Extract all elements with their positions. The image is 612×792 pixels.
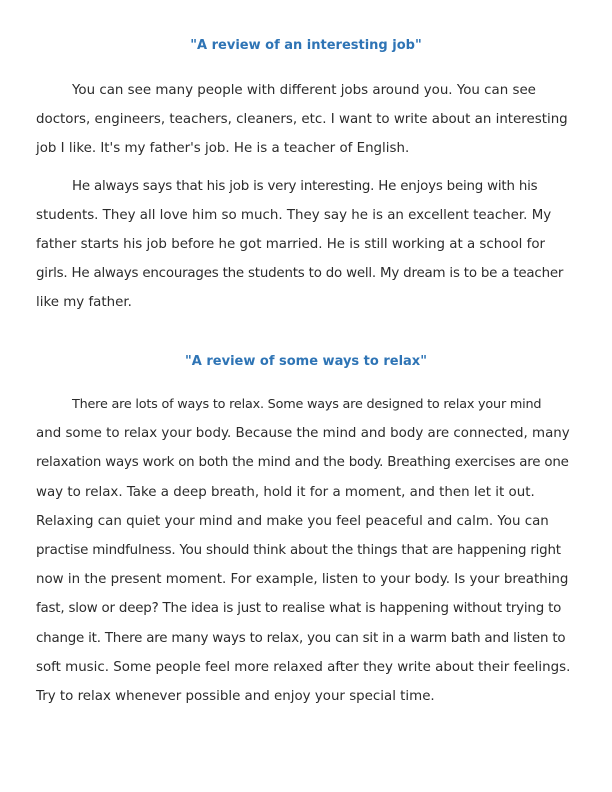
text-line: fast, slow or deep? The idea is just to realise what is happening without trying to [36,601,562,617]
section-title: "A review of some ways to relax" [185,354,427,369]
text-line: soft music. Some people feel more relaxed after they write about their feelings. [36,659,571,675]
paragraph [36,76,576,164]
text-line: There are lots of ways to relax. Some ways are designed to relax your mind [72,397,542,412]
paragraph [36,390,576,711]
text-line: You can see many people with different jobs around you. You can see [72,83,536,98]
text-line: Try to relax whenever possible and enjoy your special time. [36,689,435,705]
paragraph [36,172,576,318]
text-line: way to relax. Take a deep breath, hold it for a moment, and then let it out. [36,484,535,500]
text-line: doctors, engineers, teachers, cleaners, etc. I want to write about an interesting [36,112,568,128]
section-title: "A review of an interesting job" [190,38,422,53]
section-interesting-job [36,36,576,318]
text-line: practise mindfulness. You should think about the things that are happening right [36,543,561,559]
text-line: and some to relax your body. Because the mind and body are connected, many [36,426,570,442]
text-line: He always says that his job is very interesting. He enjoys being with his [72,178,538,194]
text-line: relaxation ways work on both the mind and the body. Breathing exercises are one [36,455,569,471]
text-line: Relaxing can quiet your mind and make you feel peaceful and calm. You can [36,513,549,529]
text-line: change it. There are many ways to relax, you can sit in a warm bath and listen to [36,630,566,646]
text-line: job I like. It's my father's job. He is a teacher of English. [36,141,410,157]
text-line: students. They all love him so much. They say he is an excellent teacher. My [36,207,552,223]
text-line: now in the present moment. For example, listen to your body. Is your breathing [36,572,569,588]
section-ways-to-relax [36,352,576,711]
text-line: father starts his job before he got married. He is still working at a school for [36,237,546,253]
text-line: like my father. [36,295,132,311]
text-line: girls. He always encourages the students to do well. My dream is to be a teacher [36,266,564,282]
